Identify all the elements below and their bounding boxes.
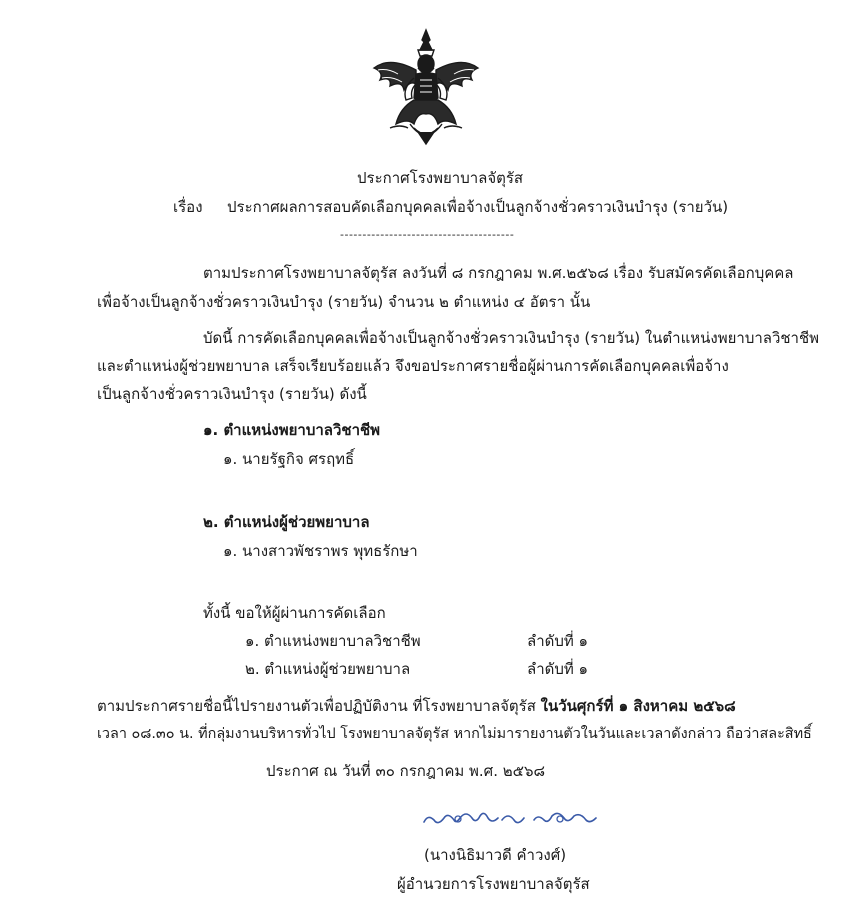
title-divider: ---------------------------------------	[340, 228, 515, 241]
report-line-1	[97, 696, 736, 716]
signature	[418, 802, 608, 834]
document-title: ประกาศโรงพยาบาลจัตุรัส	[357, 169, 524, 187]
paragraph-2-line-2: และตำแหน่งผู้ช่วยพยาบาล เสร็จเรียบร้อยแล้ว จึงขอประกาศรายชื่อผู้ผ่านการคัดเลือกบุคคลเพื่อจ้าง	[97, 357, 729, 375]
ranking-position: ๑. ตำแหน่งพยาบาลวิชาชีพ	[245, 632, 421, 650]
candidate-name: ๑. นางสาวพัชราพร พุทธรักษา	[223, 542, 418, 560]
paragraph-2-line-1: บัดนี้ การคัดเลือกบุคคลเพื่อจ้างเป็นลูกจ้างชั่วคราวเงินบำรุง (รายวัน) ในตำแหน่งพยาบาลวิชาชีพ	[203, 329, 820, 347]
ranking-intro: ทั้งนี้ ขอให้ผู้ผ่านการคัดเลือก	[203, 604, 386, 622]
garuda-emblem	[370, 28, 482, 146]
position-heading: ๑. ตำแหน่งพยาบาลวิชาชีพ	[203, 421, 381, 439]
announce-date: ประกาศ ณ วันที่ ๓๐ กรกฎาคม พ.ศ. ๒๕๖๘	[266, 762, 546, 780]
report-date: ในวันศุกร์ที่ ๑ สิงหาคม ๒๕๖๘	[540, 697, 736, 715]
ranking-rank: ลำดับที่ ๑	[527, 632, 589, 650]
paragraph-1-line-2: เพื่อจ้างเป็นลูกจ้างชั่วคราวเงินบำรุง (รายวัน) จำนวน ๒ ตำแหน่ง ๔ อัตรา นั้น	[97, 293, 591, 311]
candidate-name: ๑. นายรัฐกิจ ศรฤทธิ์	[223, 450, 355, 468]
subject-label: เรื่อง	[173, 198, 203, 216]
paragraph-1-line-1: ตามประกาศโรงพยาบาลจัตุรัส ลงวันที่ ๘ กรกฎาคม พ.ศ.๒๕๖๘ เรื่อง รับสมัครคัดเลือกบุคคล	[203, 264, 794, 282]
paragraph-2-line-3: เป็นลูกจ้างชั่วคราวเงินบำรุง (รายวัน) ดังนี้	[97, 385, 367, 403]
subject-text: ประกาศผลการสอบคัดเลือกบุคคลเพื่อจ้างเป็นลูกจ้างชั่วคราวเงินบำรุง (รายวัน)	[227, 198, 729, 216]
signer-title: ผู้อำนวยการโรงพยาบาลจัตุรัส	[397, 875, 590, 893]
position-heading: ๒. ตำแหน่งผู้ช่วยพยาบาล	[203, 513, 370, 531]
ranking-position: ๒. ตำแหน่งผู้ช่วยพยาบาล	[245, 660, 411, 678]
report-line-1-text: ตามประกาศรายชื่อนี้ไปรายงานตัวเพื่อปฏิบัติงาน ที่โรงพยาบาลจัตุรัส	[97, 697, 541, 715]
report-line-2: เวลา ๐๘.๓๐ น. ที่กลุ่มงานบริหารทั่วไป โรงพยาบาลจัตุรัส หากไม่มารายงานตัวในวันและเวลาดังกล่าว ถือว่าสละสิทธิ์	[97, 726, 812, 742]
ranking-rank: ลำดับที่ ๑	[527, 660, 589, 678]
signer-name: (นางนิธิมาวดี คำวงศ์)	[424, 846, 567, 864]
